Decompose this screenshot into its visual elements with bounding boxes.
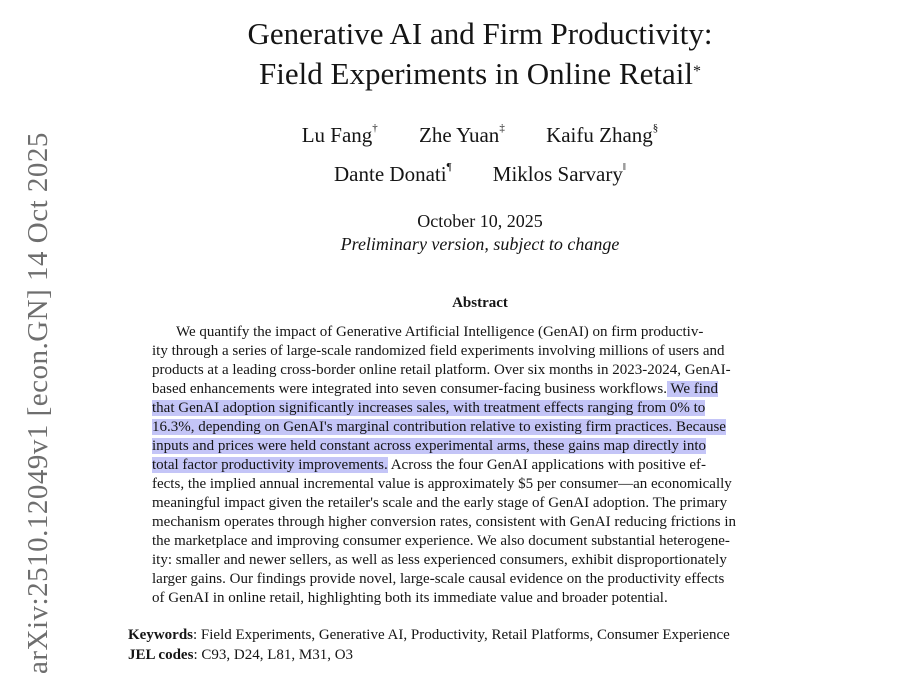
abstract-line (152, 475, 810, 494)
version-note: Preliminary version, subject to change (340, 234, 620, 254)
abstract-line (152, 418, 810, 437)
abstract-text: the marketplace and improving consumer experience. We also document substantial heterogene- (152, 533, 730, 549)
date-block (130, 210, 830, 256)
paper-title (130, 14, 830, 94)
title-line-1: Generative AI and Firm Productivity: (247, 16, 713, 51)
keywords-label: Keywords (128, 627, 193, 643)
abstract-text: ity: smaller and newer sellers, as well as less experienced consumers, exhibit disproportionately (152, 552, 727, 568)
paper-date: October 10, 2025 (417, 211, 543, 231)
keywords-text: : Field Experiments, Generative AI, Productivity, Retail Platforms, Consumer Experience (193, 627, 730, 643)
abstract-line (152, 513, 810, 532)
abstract-line (152, 323, 810, 342)
author-name: Zhe Yuan (419, 123, 500, 147)
abstract-text: Across the four GenAI applications with positive ef- (387, 457, 707, 473)
abstract-line (152, 399, 810, 418)
selected-text: inputs and prices were held constant across experimental arms, these gains map directly into (152, 438, 706, 454)
abstract-heading: Abstract (452, 295, 508, 311)
abstract-text: We quantify the impact of Generative Artificial Intelligence (GenAI) on firm productiv- (176, 324, 704, 340)
abstract-line (152, 342, 810, 361)
author-name: Dante Donati (334, 162, 447, 186)
selected-text: 16.3%, depending on GenAI's marginal contribution relative to existing firm practices. Because (152, 419, 726, 435)
author-name: Kaifu Zhang (546, 123, 653, 147)
abstract-line (152, 551, 810, 570)
title-footnote-mark: * (692, 63, 701, 80)
author-name: Lu Fang (301, 123, 373, 147)
title-line-2 (130, 54, 830, 94)
abstract-line (152, 380, 810, 399)
abstract-text: meaningful impact given the retailer's scale and the early stage of GenAI adoption. The primary (152, 495, 728, 511)
abstract-text: mechanism operates through higher conversion rates, consistent with GenAI reducing frictions in (152, 514, 737, 530)
author-name: Miklos Sarvary (492, 162, 623, 186)
abstract-text: based enhancements were integrated into seven consumer-facing business workflows. (152, 381, 667, 397)
jel-label: JEL codes (128, 647, 194, 663)
abstract-text: of GenAI in online retail, highlighting both its immediate value and broader potential. (152, 590, 668, 606)
abstract-line (152, 494, 810, 513)
keywords-block (128, 625, 848, 665)
selected-text: total factor productivity improvements. (152, 457, 388, 473)
abstract-text: larger gains. Our findings provide novel, large-scale causal evidence on the productivity effects (152, 571, 725, 587)
author (334, 162, 452, 187)
author-mark: § (652, 122, 659, 134)
abstract-line (152, 532, 810, 551)
authors-row-1 (130, 123, 830, 148)
author (493, 162, 626, 187)
authors-row-2 (130, 162, 830, 187)
abstract-line (152, 456, 810, 475)
author (419, 123, 505, 148)
abstract-text: ity through a series of large-scale randomized field experiments involving millions of users and (152, 343, 725, 359)
selected-text: that GenAI adoption significantly increases sales, with treatment effects ranging from 0% to (152, 400, 706, 416)
arxiv-stamp (0, 0, 54, 689)
abstract-line (152, 437, 810, 456)
abstract-line (152, 570, 810, 589)
author-mark: ¶ (446, 161, 452, 173)
abstract-text: products at a leading cross-border online retail platform. Over six months in 2023-2024, GenAI- (152, 362, 731, 378)
selected-text: We find (666, 381, 718, 397)
abstract-body[interactable] (152, 323, 810, 608)
author (546, 123, 658, 148)
author-mark: ‖ (622, 161, 626, 173)
author-mark: † (372, 122, 378, 134)
abstract-text: fects, the implied annual incremental value is approximately $5 per consumer—an economically (152, 476, 732, 492)
keywords-line (128, 625, 848, 645)
arxiv-id: arXiv:2510.12049v1 [econ.GN] 14 Oct 2025 (22, 132, 54, 674)
title-line-2-text: Field Experiments in Online Retail (259, 56, 693, 91)
jel-text: : C93, D24, L81, M31, O3 (193, 647, 354, 663)
author (302, 123, 378, 148)
author-mark: ‡ (499, 122, 505, 134)
jel-line (128, 645, 848, 665)
abstract-line (152, 589, 810, 608)
abstract-line (152, 361, 810, 380)
